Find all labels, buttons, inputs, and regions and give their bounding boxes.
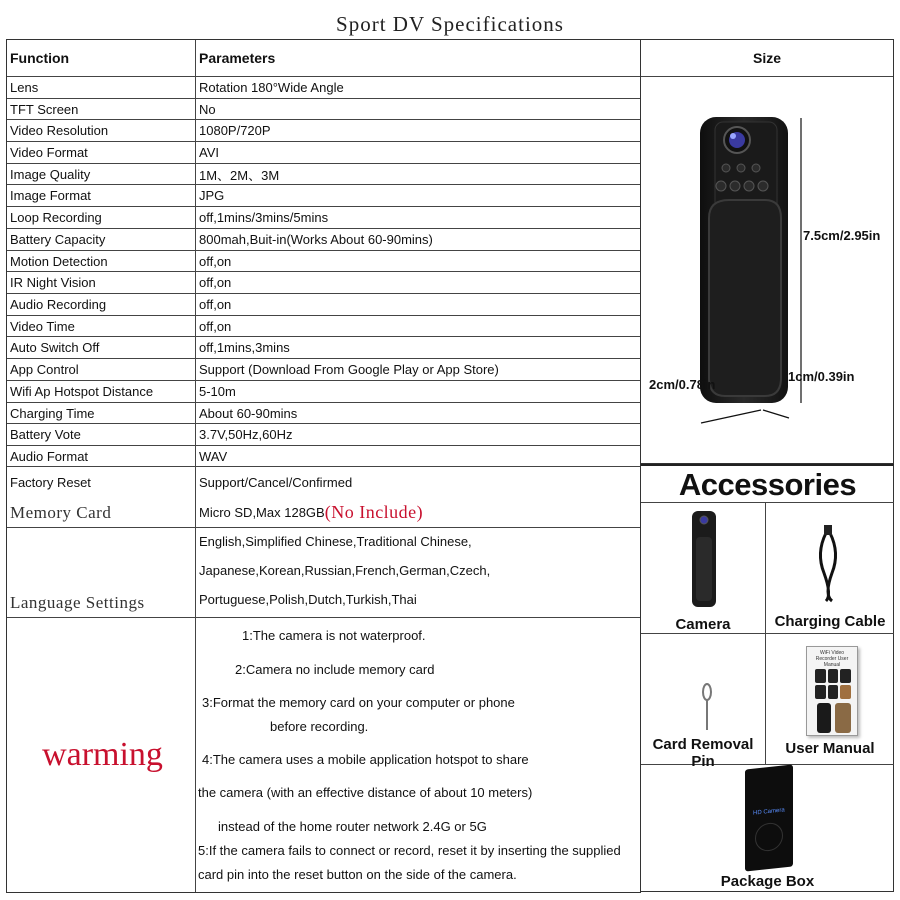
spec-row: [7, 99, 640, 120]
language-row: [7, 528, 640, 618]
spec-parameter: off,on: [199, 275, 232, 290]
memory-card-value: [196, 498, 640, 527]
spec-row: [7, 316, 640, 337]
warning-note: card pin into the reset button on the side of the camera.: [198, 867, 517, 882]
warning-note: 1:The camera is not waterproof.: [242, 628, 426, 643]
spec-table: [6, 39, 641, 893]
accessory-label: User Manual: [785, 740, 875, 757]
spec-parameter: 800mah,Buit-in(Works About 60-90mins): [199, 232, 433, 247]
manual-figures: [815, 669, 851, 699]
spec-function: Auto Switch Off: [7, 337, 196, 358]
parameters-header: Parameters: [199, 50, 276, 66]
spec-function: IR Night Vision: [7, 272, 196, 293]
box-label: HD Camera: [753, 807, 785, 817]
accessory-label: Package Box: [720, 873, 815, 890]
spec-header-row: [7, 40, 640, 77]
manual-icon: [806, 646, 858, 736]
camera-dimension-image: [641, 78, 894, 464]
warning-note: 5:If the camera fails to connect or record, reset it by inserting the supplied: [198, 843, 621, 858]
warning-note: instead of the home router network 2.4G or 5G: [218, 819, 487, 834]
spec-row: [7, 185, 640, 207]
accessory-user-manual: [766, 634, 894, 765]
spec-parameter: Support (Download From Google Play or App Store): [199, 362, 499, 377]
spec-parameter: off,1mins/3mins/5mins: [199, 210, 329, 225]
size-depth: 1cm/0.39in: [788, 369, 855, 384]
spec-parameter: AVI: [199, 145, 219, 160]
size-header: Size: [641, 40, 893, 77]
cable-icon: [766, 503, 894, 613]
size-width: 2cm/0.78in: [649, 377, 716, 392]
spec-parameter: off,on: [199, 297, 232, 312]
manual-title: WiFi Video Recorder User Manual: [815, 650, 849, 668]
warning-note: 3:Format the memory card on your computer or phone: [202, 695, 515, 710]
warning-notes: [196, 618, 640, 892]
spec-row: [7, 424, 640, 446]
accessory-label: Charging Cable: [774, 613, 886, 630]
spec-row: [7, 229, 640, 251]
spec-parameter: off,on: [199, 253, 232, 269]
language-line: Portuguese,Polish,Dutch,Turkish,Thai: [199, 592, 417, 607]
spec-function: Video Resolution: [7, 120, 196, 141]
spec-function: Video Format: [7, 142, 196, 163]
accessory-camera: [641, 503, 766, 634]
warning-note: 2:Camera no include memory card: [235, 662, 435, 677]
manual-camera-figure: [817, 703, 831, 733]
spec-function: Video Time: [7, 316, 196, 336]
spec-function: Charging Time: [7, 403, 196, 423]
accessory-charging-cable: [766, 503, 894, 634]
language-value: [196, 528, 640, 617]
spec-parameter: off,1mins,3mins: [199, 340, 290, 355]
spec-parameter: 5-10m: [199, 384, 236, 399]
camera-icon: [641, 503, 766, 613]
spec-function: Image Format: [7, 185, 196, 206]
warning-note: the camera (with an effective distance of about 10 meters): [198, 785, 533, 800]
spec-function: Audio Recording: [7, 294, 196, 315]
memory-card-note: (No Include): [324, 502, 424, 522]
function-header: Function: [7, 40, 196, 76]
spec-function: Lens: [7, 77, 196, 98]
spec-function: Wifi Ap Hotspot Distance: [7, 381, 196, 402]
accessories-panel: [641, 464, 894, 892]
spec-parameter: JPG: [199, 188, 225, 203]
spec-parameter: 1M、2M、3M: [199, 167, 280, 183]
accessory-card-pin: [641, 634, 766, 770]
spec-function: Loop Recording: [7, 207, 196, 228]
accessories-title: Accessories: [641, 466, 894, 503]
spec-function: Battery Vote: [7, 424, 196, 445]
spec-parameter: No: [199, 101, 216, 117]
language-line: English,Simplified Chinese,Traditional Chinese,: [199, 534, 472, 549]
spec-row: [7, 164, 640, 185]
memory-card-label: Memory Card: [7, 498, 196, 527]
spec-row: [7, 381, 640, 403]
language-line: Japanese,Korean,Russian,French,German,Czech,: [199, 563, 491, 578]
spec-function: Motion Detection: [7, 251, 196, 271]
spec-function: Audio Format: [7, 446, 196, 466]
spec-function: TFT Screen: [7, 99, 196, 119]
accessory-label: Camera: [675, 616, 731, 633]
manual-phone-figure: [835, 703, 851, 733]
spec-row: [7, 359, 640, 381]
spec-row: [7, 142, 640, 164]
spec-function: Image Quality: [7, 164, 196, 184]
spec-row: [7, 337, 640, 359]
spec-parameter: About 60-90mins: [199, 405, 298, 421]
spec-row: [7, 251, 640, 272]
spec-row: [7, 272, 640, 294]
spec-row: [7, 207, 640, 229]
accessory-label: Card Removal Pin: [652, 736, 754, 770]
pin-icon: [641, 634, 766, 744]
spec-parameter: 3.7V,50Hz,60Hz: [199, 427, 293, 442]
spec-parameter: Support/Cancel/Confirmed: [199, 475, 353, 490]
size-panel: [641, 39, 894, 464]
spec-function: Battery Capacity: [7, 229, 196, 250]
memory-card-spec: Micro SD,Max 128GB: [199, 505, 325, 520]
box-icon: [745, 764, 793, 871]
spec-row: [7, 403, 640, 424]
accessory-package-box: [641, 765, 894, 892]
spec-parameter: 1080P/720P: [199, 123, 271, 138]
language-label: Language Settings: [7, 528, 196, 617]
spec-function: Factory Reset: [7, 467, 196, 498]
spec-function: App Control: [7, 359, 196, 380]
spec-parameter: WAV: [199, 448, 228, 464]
spec-row: [7, 467, 640, 498]
warning-note: 4:The camera uses a mobile application hotspot to share: [202, 752, 529, 767]
warning-note: before recording.: [270, 719, 369, 734]
box-pattern: [755, 822, 783, 853]
spec-row: [7, 77, 640, 99]
page-title: Sport DV Specifications: [336, 12, 564, 36]
spec-parameter: Rotation 180°Wide Angle: [199, 80, 344, 95]
spec-row: [7, 446, 640, 467]
memory-card-row: [7, 498, 640, 528]
size-height: 7.5cm/2.95in: [803, 228, 881, 243]
warning-label-cell: [7, 618, 196, 892]
spec-row: [7, 120, 640, 142]
warning-row: [7, 618, 640, 892]
spec-parameter: off,on: [199, 318, 232, 334]
spec-row: [7, 294, 640, 316]
warning-label: warming: [42, 736, 163, 773]
